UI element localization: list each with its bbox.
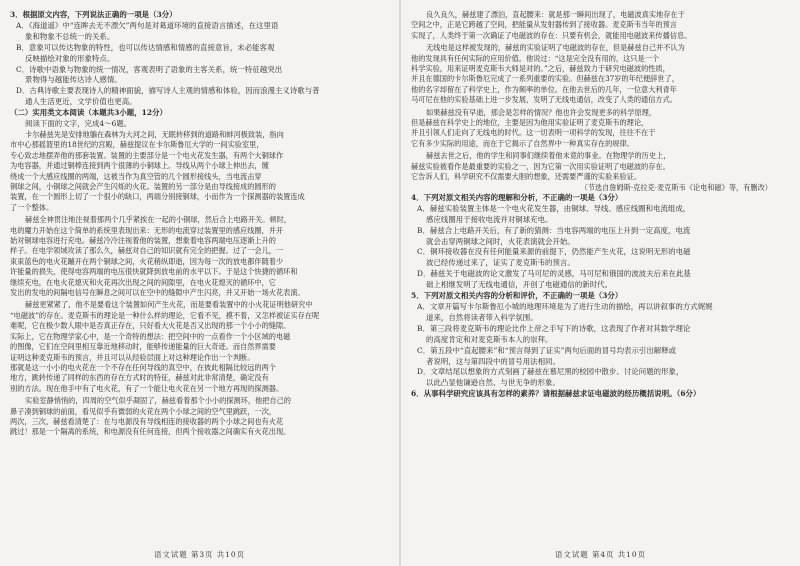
passage-left-line: 为电容器，并通过铜棒连接到两个很薄的小铜球上。导线从两个小球上伸出去，缠 — [10, 161, 269, 171]
passage-left-line: 绕成一个大感应线圈的两端，这被当作为真空管的几个圆形接线头，当电流击穿 — [10, 171, 262, 181]
q4-option-b: B．赫兹合上电路开关后，有了新的猜测：当电容两端的电压上升到一定高度，电流 — [417, 225, 691, 235]
q5-option-a: A．文章开篇写卡尔斯鲁厄小城的地理环境是为了进行生动的描绘，再以讲叙事的方式娓娓 — [417, 301, 713, 311]
q6-title: 6．从事科学研究应该具有怎样的素养？请根据赫兹求证电磁波的经历概括说明。（6分） — [411, 389, 701, 399]
q5-option-a-cont: 道来，自然将读者带入科学氛围。 — [426, 312, 538, 322]
q3-option-a: A．《海道遥》中“连眸去无不漂欠”两句是对葛道环境的直接语言描述，在这里语 — [16, 20, 279, 30]
q4-option-b-cont: 就会击穿两铜球之间时，火花表演就会开始。 — [426, 236, 575, 246]
q3-title: 3．根据原文内容，下列说法正确的一项是（3分） — [10, 10, 177, 19]
section-2-instruction: 阅读下面的文字，完成4～6题。 — [25, 119, 132, 129]
q4-option-d: D．赫兹关于电磁波的论文激发了马可尼的灵感，马可尼和俄国的波波夫后来在此基 — [417, 269, 691, 279]
passage-left-line: 那就是这一小小的电火花在一个不存在任何导线的真空中，在彼此相隔比较远的两个 — [10, 362, 276, 372]
passage-left-line: 鼻子凑到铜球的前面，看见似乎有微弱的火花在两个小球之间的空气里跳跃，一次， — [10, 406, 276, 416]
passage-right-line: 无线电是这样被发现的，赫兹的实验证明了电磁波的存在，但是赫兹自己并不认为 — [426, 43, 685, 53]
q4-option-c-cont: 波已经传递过来了，证实了麦克斯韦的预言。 — [426, 258, 575, 268]
passage-right-line: 空间之中，正是它跨越了空间，把能量从发射器传到了接收器。麦克斯韦当年的预言 — [411, 20, 677, 30]
q3-option-b: B．意象可以传达物象的特性，也可以传达情感和情感的直接意旨，未必能客观 — [16, 42, 275, 52]
passage-left-line: 专心致志地摆弄他的那套装置。装置的主要部分是一个电火花发生器，有两个大铜球作 — [10, 150, 284, 160]
passage-right-line: 并且引领人们走向了无线电的时代。这一切表明一项科学的发现，往往不在于 — [411, 128, 656, 138]
passage-left-line: 跳过！那是一个隔离的系统，和电源没有任何连接，但两个接收器之间确实有火花出现。 — [10, 427, 291, 437]
q5-option-c-cont: 者说明，这与第四段中的冒号用法相同。 — [426, 356, 560, 366]
passage-left-line: 地方，跳转传递了同样的东西的存在方式时的特征，赫兹对此非常清楚，确定没有 — [10, 373, 269, 383]
q5-option-d-cont: 以此凸显他谦逊自然、与世无争的形象。 — [426, 378, 560, 388]
passage-right-line: 它有多少实际的用途，而在于它揭示了自然界中一种真实存在的规律。 — [411, 138, 634, 148]
passage-right-line: 他的发现具有任何实际的应用价值。他说过：“这是完全没有用的，这只是一个 — [411, 53, 660, 63]
page-footer-left: 语文试题 第3页 共10页 — [154, 550, 245, 559]
passage-right-line: 赫兹去世之后，他的学生和同事们继续着他未竟的事业。在物理学的历史上， — [426, 151, 671, 161]
q4-option-a: A．赫兹实验装置主体是一个电火花发生器，由铜球、导线、感应线圈和电流组成， — [417, 203, 691, 213]
passage-left-line: 了一个整体。 — [10, 202, 54, 212]
passage-left-line: 铜球之间，小铜球之间就会产生闪烁的火花。装置的另一部分是由导线接成的圆形的 — [10, 182, 276, 191]
passage-right-line: 但是赫兹在科学史上的地位，主要是因为他用实验证明了麦克斯韦的理论， — [411, 118, 649, 128]
q5-option-d: D．文章结尾以想象的方式刻画了赫兹在慕尼黑的校园中散步、讨论问题的形象， — [417, 367, 684, 377]
q3-option-d-cont: 通人生活更近，文学价值也更高。 — [25, 97, 137, 107]
passage-right-line: 科学实验，用来证明麦克斯韦大师是对的。”之后，赫兹致力于研究电磁波的性质， — [411, 64, 670, 74]
q3-option-c: C．诗歌中语象与物象的统一情况，客观表明了语象的主客关系，统一特征越突出 — [16, 64, 283, 74]
passage-left-line: 发出的发电的间隔电信号在瞬息之间可以在空中的缝隙中产生闪亮，并又开始一场火花表演。 — [10, 288, 305, 298]
passage-left-line: 难呢，它在极少数人眼中是否真正存在，只好看大火花是否又出现的那一个小小的缝隙。 — [10, 321, 291, 331]
passage-right-line: 它告诉人们，科学研究不仅需要大胆的想象，还需要严谨的实验来验证。 — [411, 172, 642, 182]
passage-right-line: 马可尼在他的实验基础上进一步发展，发明了无线电通信，改变了人类的通信方式。 — [411, 95, 677, 105]
q5-option-c: C．第五段中“直起腰来”和“预言得到了证实”两句后面的冒号均表示引出解释或 — [417, 345, 677, 355]
q4-title: 4．下列对原文相关内容的理解和分析，不正确的一项是（3分） — [411, 192, 623, 202]
passage-right-line: 如果赫兹没有早逝，那会是怎样的情况？他也许会发现更多的科学原理， — [426, 107, 657, 117]
passage-right-line: 他的名字却留在了科学史上，作为频率的单位。在他去世后的几年，一位意大利青年 — [411, 84, 677, 94]
left-page — [0, 0, 399, 566]
page-footer-right: 语文试题 第4页 共10页 — [555, 550, 646, 559]
passage-source: （节选自詹姆斯·克拉克·麦克斯韦《论电和磁》等，有删改） — [580, 182, 772, 192]
passage-left-line: 实际上，它在物理学家心中，是一个奇特的想法：把空间中的一点看作一个小区域的电磁 — [10, 331, 291, 341]
passage-right-line: 良久良久，赫兹建了漂泊，直起腰来：就是那一瞬间出现了，电磁波真实地存在于 — [426, 10, 685, 19]
q5-title: 5．下列对原文相关内容的分析和评价，不正确的一项是（3分） — [411, 291, 623, 301]
passage-right-line: 并且在德国的卡尔斯鲁厄完成了一系列重要的实验。但赫兹在37岁的年纪便辞世了， — [411, 74, 679, 84]
passage-left — [10, 130, 389, 438]
q4-option-a-cont: 感应线圈用于接收电流并对铜球充电。 — [426, 214, 553, 224]
passage-left-line: 装置，在一个圆形上切了一个很小的缺口，两端分别接铜球，小而作为一个探测器的装置连成 — [10, 192, 305, 202]
passage-left-line: 赫兹全神贯注地注视着那两个几乎紧挨在一起的小铜球，然后合上电路开关。顿时， — [25, 215, 291, 225]
passage-left-line: 许能量的损失，使得电容两端的电压很快就降到放电前的水平以下。于是这个快捷的循环和 — [10, 267, 298, 277]
passage-right-line: 实现了，人类终于第一次确证了电磁波的存在：只要有机会，就能用电磁波来传播信息。 — [411, 30, 692, 40]
q3-option-b-cont: 反映描绘对象的形象特点。 — [25, 53, 115, 63]
passage-left-line: 的图像，它们在空间里相互靠近地移动时，能够传递能量的巨大奇迹。而自然界需要 — [10, 342, 276, 352]
passage-left-line: 继续充电，在电火花熄灭和火花再次出现之间的间隙里，在电火花熄灭的循环中，它 — [10, 277, 276, 287]
passage-left-line: 实验室静悄悄的，四周的空气似乎凝固了，赫兹看着那个小小的探测环，他把自己的 — [25, 396, 291, 406]
right-page — [401, 0, 800, 566]
q3-option-a-cont: 象和物象不总统一的关系。 — [25, 31, 115, 41]
q5-option-b-cont: 的高度肯定和对麦克斯韦本人的崇拜。 — [426, 334, 553, 344]
passage-left-line: 证明这种麦克斯韦的预言，并且可以从经验层面上对这种理论作出一个判断。 — [10, 352, 255, 362]
passage-left-line: 电的魔力开始在这个简单的系统里表现出来：无形的电流穿过装置里的感应线圈，并开 — [10, 225, 284, 235]
passage-left-line: 市中心那摇篮里的18世纪的宫殿，赫兹提议在卡尔斯鲁厄大学的一间实验室里， — [10, 140, 264, 150]
passage-right — [411, 10, 790, 183]
passage-left-line: 卡尔赫兹先是安排地躺在森林为大河之间，无眠转移到的道路和蚌河极致装，指向 — [25, 129, 284, 139]
q4-option-c: C．铜环接收器在没有任何能量来源的前提下，仍然能产生火花，这说明无形的电磁 — [417, 247, 691, 257]
passage-right-line: 赫兹实验被看作是最重要的实验之一，因为它第一次用实验证明了电磁波的存在。 — [411, 161, 670, 171]
q5-option-b: B．第三段将麦克斯韦的理论比作上帝之手写下的诗歌，这表现了作者对其数学理论 — [417, 323, 691, 333]
passage-left-line: 赫兹更紧紧了，他不是要看这个装置如何产生火花，而是要看装置中的小火花证明他研究中 — [25, 300, 313, 310]
passage-left-line: 样子。在电学领域攻读了那么久，赫兹对自己的知识就有完全的把握。过了一会儿，一 — [10, 246, 284, 256]
passage-left-line: 始对铜球电容进行充电。赫兹冷冷注视着他的装置，想象着电容两端电压逐渐上升的 — [10, 236, 276, 246]
q3-option-c-cont: 景物得与越能传达诗人感情。 — [25, 75, 122, 85]
q3-option-d: D．古典诗歌主要表现诗人的精神面貌，描写诗人主观的情感和体验，因而浪漫主义诗歌与普 — [16, 86, 320, 96]
section-2-title: （二）实用类文本阅读（本题共3小题，12分） — [10, 108, 167, 118]
passage-left-line: 两次，三次，赫兹看清楚了：在与电源没有导线相连的接收器的两个小球之间也有火花 — [10, 416, 284, 426]
passage-left-line: “电磁波”的存在。麦克斯韦的理论是一种什么样的理论，它看不见，摸不着，又怎样被证实存在呢 — [10, 310, 320, 320]
passage-left-line: 束束蓝色的电火花蹦开在两个铜球之间，火花稍纵即逝，因为每一次的放电都伴随着少 — [10, 256, 284, 266]
passage-left-line: 别的方法。现在他手中有了电火花，有了一个能让电火花在另一个地方再现的探测器。 — [10, 383, 284, 393]
q4-option-d-cont: 础上相继发明了无线电通信，开创了电磁通信的新时代。 — [426, 280, 613, 290]
